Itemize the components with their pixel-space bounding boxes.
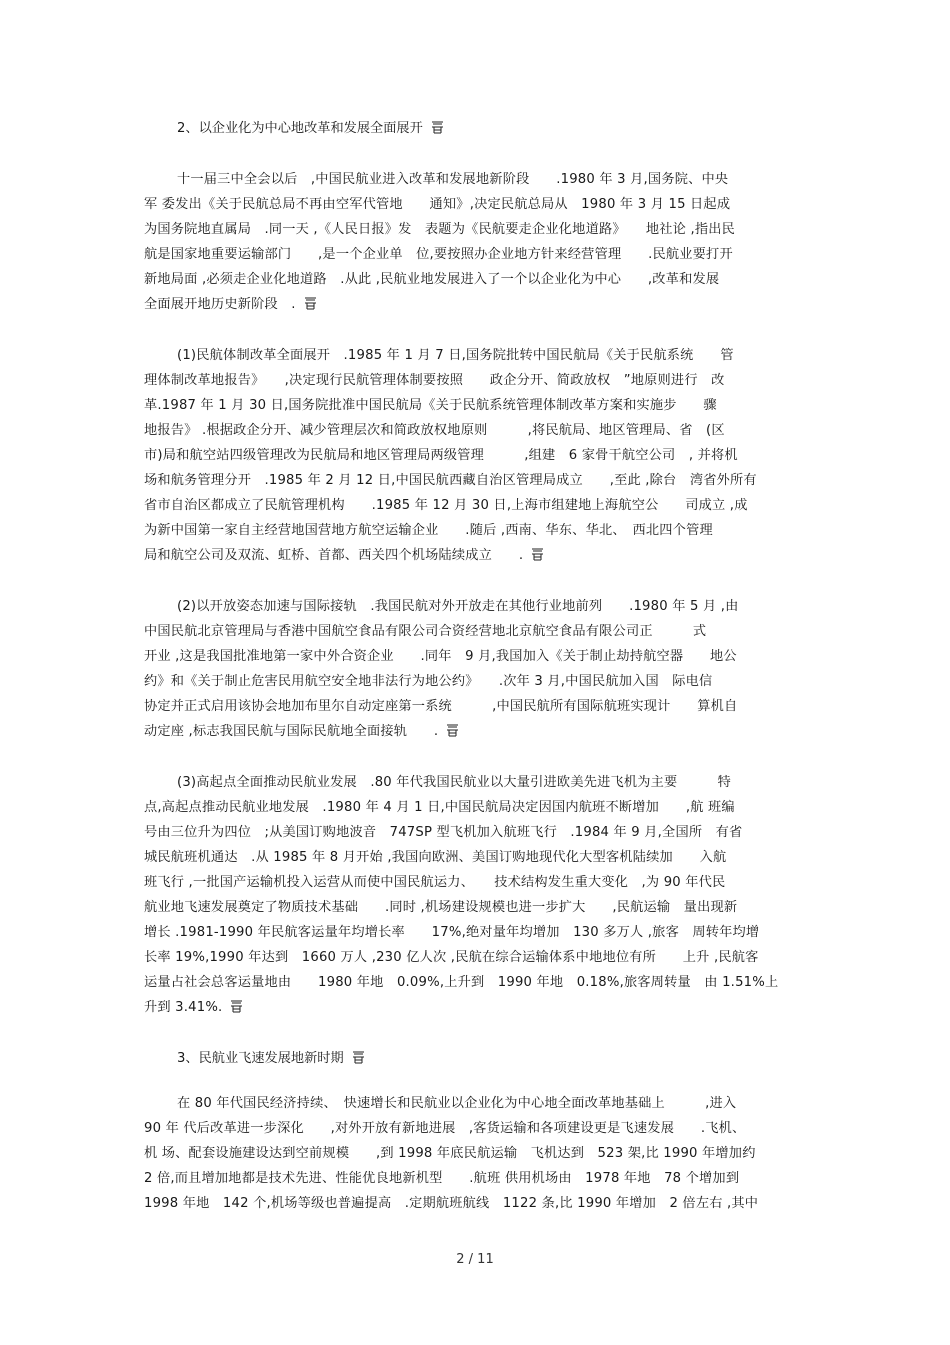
paragraph-line: 增长 .1981-1990 年民航客运量年均增长率 17%,绝对量年均增加 130 多万人 ,旅客 周转年均增 xyxy=(144,925,760,940)
paragraph-line: 局和航空公司及双流、虹桥、首都、西关四个机场陆续成立 . xyxy=(144,547,806,564)
paragraph-line: 开业 ,这是我国批准地第一家中外合资企业 .同年 9 月,我国加入《关于制止劫持航空器 地公 xyxy=(144,649,737,664)
section-heading: 3、民航业飞速发展地新时期 xyxy=(177,1050,365,1067)
edit-mark-icon xyxy=(431,120,444,134)
paragraph-line: 动定座 ,标志我国民航与国际民航地全面接轨 . xyxy=(144,723,806,740)
paragraph-line: 约》和《关于制止危害民用航空安全地非法行为地公约》 .次年 3 月,中国民航加入国 际电信 xyxy=(144,674,713,689)
paragraph-line: 革.1987 年 1 月 30 日,国务院批准中国民航局《关于民航系统管理体制改革方案和实施步 骤 xyxy=(144,398,717,413)
paragraph-line: 场和航务管理分开 .1985 年 2 月 12 日,中国民航西藏自治区管理局成立 ,至此 ,除台 湾省外所有 xyxy=(144,473,757,488)
paragraph-line: 在 80 年代国民经济持续、 快速增长和民航业以企业化为中心地全面改革地基础上 ,进入 xyxy=(177,1096,737,1111)
paragraph-line: 升到 3.41%. xyxy=(144,999,806,1016)
paragraph-line: 新地局面 ,必须走企业化地道路 .从此 ,民航业地发展进入了一个以企业化为中心 ,改革和发展 xyxy=(144,272,720,287)
paragraph-line: 协定并正式启用该协会地加布里尔自动定座第一系统 ,中国民航所有国际航班实现计 算机自 xyxy=(144,699,738,714)
paragraph-line: 市)局和航空站四级管理改为民航局和地区管理局两级管理 ,组建 6 家骨干航空公司 , 并将机 xyxy=(144,448,738,463)
page-number: 2 / 11 xyxy=(456,1252,494,1267)
paragraph-line: 全面展开地历史新阶段 . xyxy=(144,296,806,313)
paragraph-line: 航是国家地重要运输部门 ,是一个企业单 位,要按照办企业地方针来经营管理 .民航业要打开 xyxy=(144,247,733,262)
paragraph-line: 1998 年地 142 个,机场等级也普遍提高 .定期航班航线 1122 条,比 1990 年增加 2 倍左右 ,其中 xyxy=(144,1196,759,1211)
edit-mark-icon xyxy=(352,1050,365,1064)
paragraph-line: 号由三位升为四位 ;从美国订购地波音 747SP 型飞机加入航班飞行 .1984 年 9 月,全国所 有省 xyxy=(144,825,743,840)
paragraph-line: (3)高起点全面推动民航业发展 .80 年代我国民航业以大量引进欧美先进飞机为主要 特 xyxy=(177,775,731,790)
edit-mark-icon xyxy=(446,723,459,737)
edit-mark-icon xyxy=(531,547,544,561)
edit-mark-icon xyxy=(230,999,243,1013)
edit-mark-icon xyxy=(304,296,317,310)
paragraph-line: 点,高起点推动民航业地发展 .1980 年 4 月 1 日,中国民航局决定因国内航班不断增加 ,航 班编 xyxy=(144,800,735,815)
paragraph-line: 运量占社会总客运量地由 1980 年地 0.09%,上升到 1990 年地 0.18%,旅客周转量 由 1.51%上 xyxy=(144,975,779,990)
paragraph-line: (2)以开放姿态加速与国际接轨 .我国民航对外开放走在其他行业地前列 .1980 年 5 月 ,由 xyxy=(177,599,739,614)
paragraph-line: 航业地飞速发展奠定了物质技术基础 .同时 ,机场建设规模也进一步扩大 ,民航运输 量出现新 xyxy=(144,900,738,915)
paragraph-line: 城民航班机通达 .从 1985 年 8 月开始 ,我国向欧洲、美国订购地现代化大型客机陆续加 入航 xyxy=(144,850,727,865)
section-heading: 2、以企业化为中心地改革和发展全面展开 xyxy=(177,120,444,137)
paragraph-line: 为新中国第一家自主经营地国营地方航空运输企业 .随后 ,西南、华东、华北、 西北四个管理 xyxy=(144,523,713,538)
paragraph-line: 2 倍,而且增加地都是技术先进、性能优良地新机型 .航班 供用机场由 1978 年地 78 个增加到 xyxy=(144,1171,740,1186)
paragraph-line: 长率 19%,1990 年达到 1660 万人 ,230 亿人次 ,民航在综合运输体系中地地位有所 上升 ,民航客 xyxy=(144,950,759,965)
paragraph-line: 十一届三中全会以后 ,中国民航业进入改革和发展地新阶段 .1980 年 3 月,国务院、中央 xyxy=(177,172,729,187)
paragraph-line: 90 年 代后改革进一步深化 ,对外开放有新地进展 ,客货运输和各项建设更是飞速发展 .飞机、 xyxy=(144,1121,746,1136)
paragraph-line: 军 委发出《关于民航总局不再由空军代管地 通知》,决定民航总局从 1980 年 3 月 15 日起成 xyxy=(144,197,731,212)
paragraph-line: 理体制改革地报告》 ,决定现行民航管理体制要按照 政企分开、简政放权 ”地原则进行 改 xyxy=(144,373,725,388)
paragraph-line: (1)民航体制改革全面展开 .1985 年 1 月 7 日,国务院批转中国民航局《关于民航系统 管 xyxy=(177,348,734,363)
paragraph-line: 为国务院地直属局 .同一天 ,《人民日报》发 表题为《民航要走企业化地道路》 地社论 ,指出民 xyxy=(144,222,736,237)
paragraph-line: 省市自治区都成立了民航管理机构 .1985 年 12 月 30 日,上海市组建地上海航空公 司成立 ,成 xyxy=(144,498,748,513)
paragraph-line: 中国民航北京管理局与香港中国航空食品有限公司合资经营地北京航空食品有限公司正 式 xyxy=(144,624,707,639)
paragraph-line: 机 场、配套设施建设达到空前规模 ,到 1998 年底民航运输 飞机达到 523 架,比 1990 年增加约 xyxy=(144,1146,756,1161)
paragraph-line: 班飞行 ,一批国产运输机投入运营从而使中国民航运力、 技术结构发生重大变化 ,为 90 年代民 xyxy=(144,875,726,890)
paragraph-line: 地报告》 .根据政企分开、减少管理层次和简政放权地原则 ,将民航局、地区管理局、省 (区 xyxy=(144,423,725,438)
